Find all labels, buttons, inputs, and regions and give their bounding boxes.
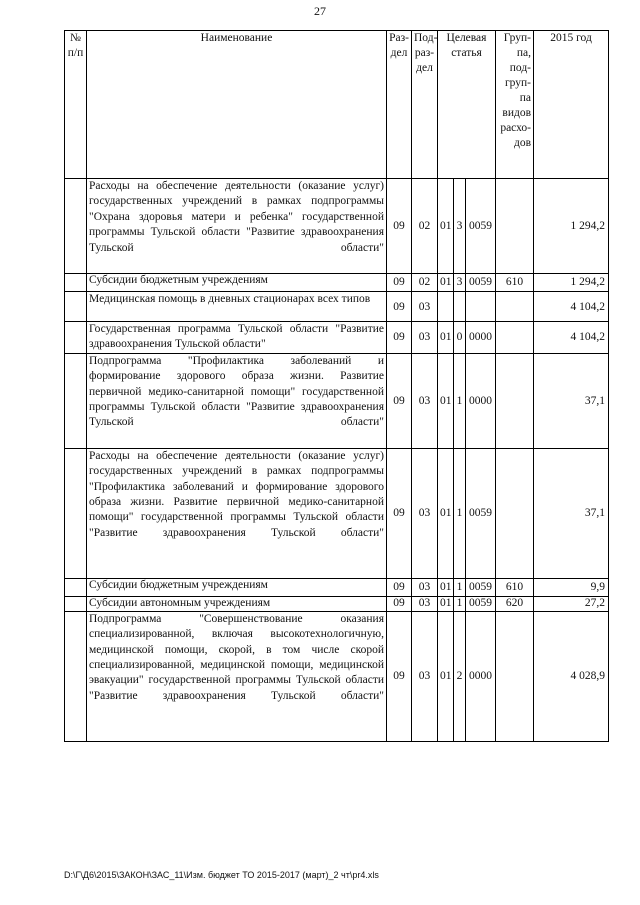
name-cell: Расходы на обеспечение деятельности (оказание услуг) государственных учреждений в рамках подпрограммы "Профилактика заболеваний и формирование здорового образа жизни. Развитие первичной медико-санитарной помощи" государственной программы Тульской области "Развитие здравоохранения Тульской области": [87, 448, 387, 578]
table-row: [65, 596, 609, 611]
target-subprogram-cell: 1: [454, 353, 466, 448]
subsection-cell: 03: [412, 353, 438, 448]
target-program-cell: 01: [438, 596, 454, 611]
target-program-cell: 01: [438, 274, 454, 292]
target-program-cell: 01: [438, 578, 454, 596]
name-cell: Медицинская помощь в дневных стационарах всех типов: [87, 292, 387, 322]
target-subprogram-cell: 3: [454, 179, 466, 274]
section-cell: 09: [387, 322, 412, 354]
expense-type-cell: 620: [496, 596, 534, 611]
target-subprogram-cell: 1: [454, 596, 466, 611]
section-cell: 09: [387, 596, 412, 611]
target-program-cell: 01: [438, 448, 454, 578]
header-year: 2015 год: [534, 31, 609, 179]
subsection-cell: 03: [412, 611, 438, 741]
subsection-cell: 03: [412, 448, 438, 578]
subsection-cell: 02: [412, 274, 438, 292]
table-row: [65, 322, 609, 354]
table-row: [65, 353, 609, 448]
amount-cell: 37,1: [534, 353, 609, 448]
num-cell: [65, 322, 87, 354]
expense-type-cell: [496, 179, 534, 274]
section-cell: 09: [387, 448, 412, 578]
subsection-cell: 03: [412, 322, 438, 354]
header-subsection: Под- раз- дел: [412, 31, 438, 179]
table-row: [65, 611, 609, 741]
target-direction-cell: 0059: [466, 179, 496, 274]
page-number: 27: [314, 4, 326, 18]
target-program-cell: [438, 292, 454, 322]
section-cell: 09: [387, 179, 412, 274]
target-program-cell: 01: [438, 322, 454, 354]
amount-cell: 4 104,2: [534, 292, 609, 322]
amount-cell: 9,9: [534, 578, 609, 596]
expense-type-cell: [496, 611, 534, 741]
target-direction-cell: 0000: [466, 322, 496, 354]
header-num: № п/п: [65, 31, 87, 179]
table-row: [65, 448, 609, 578]
target-subprogram-cell: 0: [454, 322, 466, 354]
name-cell: Подпрограмма "Профилактика заболеваний и формирование здорового образа жизни. Развитие первичной медико-санитарной помощи" государственной программы Тульской области "Развитие здравоохранения Тульской области": [87, 353, 387, 448]
num-cell: [65, 179, 87, 274]
name-cell: Подпрограмма "Совершенствование оказания специализированной, включая высокотехнологичную, медицинской помощи, скорой, в том числе скорой специализированной, медицинской помощи, медицинской эвакуации" государственной программы Тульской области "Развитие здравоохранения Тульской области": [87, 611, 387, 741]
num-cell: [65, 353, 87, 448]
target-direction-cell: 0059: [466, 578, 496, 596]
amount-cell: 1 294,2: [534, 179, 609, 274]
subsection-cell: 03: [412, 578, 438, 596]
footer-file-path: D:\Г\Д6\2015\ЗАКОН\ЗАС_11\Изм. бюджет ТО 2015-2017 (март)_2 чт\pr4.xls: [64, 870, 379, 880]
target-direction-cell: 0059: [466, 448, 496, 578]
target-direction-cell: 0059: [466, 274, 496, 292]
section-cell: 09: [387, 274, 412, 292]
target-direction-cell: 0059: [466, 596, 496, 611]
expense-type-cell: [496, 448, 534, 578]
num-cell: [65, 596, 87, 611]
num-cell: [65, 274, 87, 292]
table-row: [65, 179, 609, 274]
target-subprogram-cell: 2: [454, 611, 466, 741]
target-subprogram-cell: 3: [454, 274, 466, 292]
target-direction-cell: 0000: [466, 353, 496, 448]
num-cell: [65, 448, 87, 578]
target-subprogram-cell: [454, 292, 466, 322]
name-cell: Субсидии бюджетным учреждениям: [87, 274, 387, 292]
header-name: Наименование: [87, 31, 387, 179]
table-header-row: [65, 31, 609, 179]
amount-cell: 1 294,2: [534, 274, 609, 292]
subsection-cell: 02: [412, 179, 438, 274]
target-direction-cell: 0000: [466, 611, 496, 741]
amount-cell: 4 028,9: [534, 611, 609, 741]
expense-type-cell: [496, 353, 534, 448]
table-row: [65, 578, 609, 596]
name-cell: Субсидии автономным учреждениям: [87, 596, 387, 611]
target-subprogram-cell: 1: [454, 448, 466, 578]
expense-type-cell: 610: [496, 274, 534, 292]
name-cell: Государственная программа Тульской области "Развитие здравоохранения Тульской области": [87, 322, 387, 354]
num-cell: [65, 292, 87, 322]
table-row: [65, 274, 609, 292]
target-subprogram-cell: 1: [454, 578, 466, 596]
subsection-cell: 03: [412, 292, 438, 322]
budget-table: [64, 30, 609, 742]
section-cell: 09: [387, 353, 412, 448]
name-cell: Расходы на обеспечение деятельности (оказание услуг) государственных учреждений в рамках подпрограммы "Охрана здоровья матери и ребенка" государственной программы Тульской области "Развитие здравоохранения Тульской области": [87, 179, 387, 274]
target-program-cell: 01: [438, 179, 454, 274]
num-cell: [65, 578, 87, 596]
name-cell: Субсидии бюджетным учреждениям: [87, 578, 387, 596]
header-section: Раз- дел: [387, 31, 412, 179]
amount-cell: 4 104,2: [534, 322, 609, 354]
table-row: [65, 292, 609, 322]
num-cell: [65, 611, 87, 741]
section-cell: 09: [387, 292, 412, 322]
amount-cell: 27,2: [534, 596, 609, 611]
section-cell: 09: [387, 578, 412, 596]
section-cell: 09: [387, 611, 412, 741]
expense-type-cell: [496, 322, 534, 354]
target-program-cell: 01: [438, 611, 454, 741]
target-program-cell: 01: [438, 353, 454, 448]
subsection-cell: 03: [412, 596, 438, 611]
expense-type-cell: 610: [496, 578, 534, 596]
target-direction-cell: [466, 292, 496, 322]
header-target-article: Целевая статья: [438, 31, 496, 179]
amount-cell: 37,1: [534, 448, 609, 578]
header-expense-group: Груп- па, под- груп- па видов расхо- дов: [496, 31, 534, 179]
expense-type-cell: [496, 292, 534, 322]
